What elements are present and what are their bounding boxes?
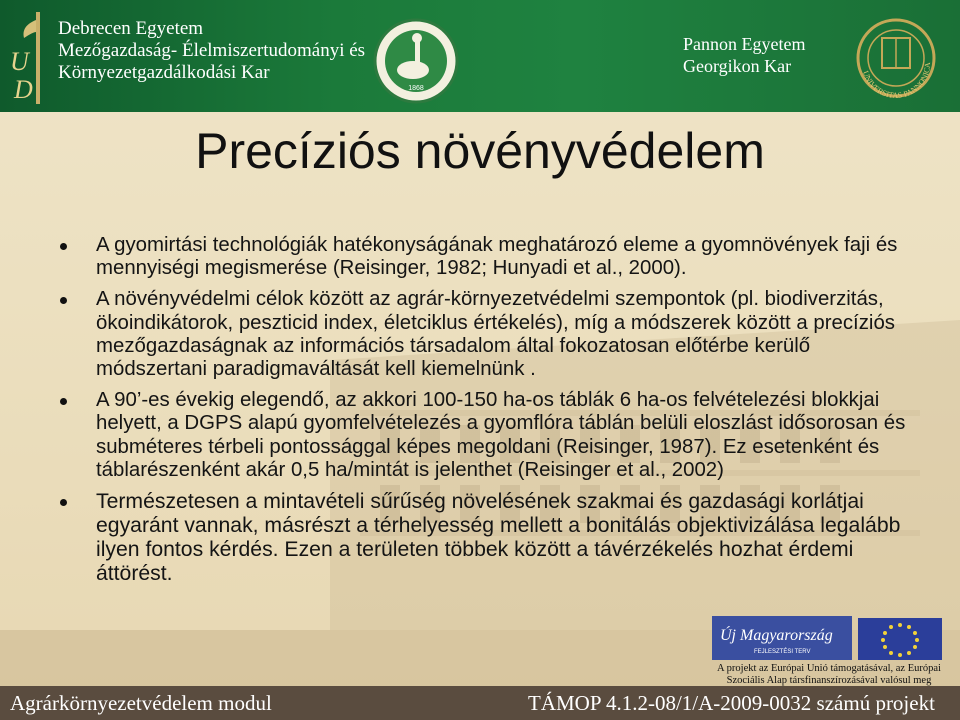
- eu-funding-logos: [712, 616, 944, 662]
- header-left-line-3: Környezetgazdálkodási Kar: [58, 62, 270, 83]
- eu-funding-note: A projekt az Európai Unió támogatásával, az Európai Szociális Alap társfinanszírozásával valósul meg: [717, 663, 941, 686]
- svg-text:D: D: [14, 75, 33, 104]
- bullet-list: [60, 234, 910, 594]
- bullet-item: [60, 234, 910, 280]
- bullet-dot: [60, 499, 67, 506]
- bullet-text: Természetesen a mintavételi sűrűség növelésének szakmai és gazdasági korlátjai egyaránt vannak, másrészt a térhelyesség mellett a bonitálás objektivizálása legalább ilyen fontos kérdés. Ezen a területen többek között a távérzékelés hozhat érdemi áttörést.: [96, 490, 901, 586]
- footer-bar: [0, 686, 960, 720]
- bullet-dot: [60, 243, 67, 250]
- footer-module-name: Agrárkörnyezetvédelem modul: [10, 691, 272, 715]
- pannon-faculty-name: [683, 33, 805, 77]
- header-right-line-2: Georgikon Kar: [683, 56, 792, 76]
- slide-title: Precíziós növényvédelem: [195, 123, 765, 179]
- seal-year: 1868: [408, 85, 424, 92]
- bullet-text: A 90’-es évekig elegendő, az akkori 100-150 ha-os táblák 6 ha-os felvételezési blokkjai helyett, a DGPS alapú gyomfelvételezés a gyomflóra táblán belüli eloszlást idősorosan és subméteres térbeli pontossággal képes megoldani (Reisinger, 1987). Ez esetenként és táblarészenként akár 0,5 ha/mintát is jelenthet (Reisinger et al., 2002): [96, 389, 906, 481]
- footer-project-id: TÁMOP 4.1.2-08/1/A-2009-0032 számú projekt: [528, 691, 935, 715]
- bullet-text: A gyomirtási technológiák hatékonyságának meghatározó eleme a gyomnövények faji és mennyiségi megismerése (Reisinger, 1982; Hunyadi et al., 2000).: [96, 234, 898, 280]
- header-right-line-1: Pannon Egyetem: [683, 34, 806, 54]
- header-left-line-2: Mezőgazdaság- Élelmiszertudományi és: [58, 40, 366, 61]
- bullet-item: [60, 490, 910, 586]
- bullet-item: [60, 288, 910, 381]
- bullet-item: [60, 389, 910, 482]
- debrecen-faculty-name: [58, 18, 365, 84]
- bullet-dot: [60, 398, 67, 405]
- fejlesztesi-terv-text: FEJLESZTÉSI TERV: [754, 649, 811, 655]
- pannon-university-seal-logo: [848, 16, 944, 100]
- pannon-seal-text: UNIVERSITAS PANNONICA: [860, 62, 933, 100]
- header-left-line-1: Debrecen Egyetem: [58, 18, 204, 39]
- bullet-text: A növényvédelmi célok között az agrár-környezetvédelmi szempontok (pl. biodiverzitás, ökoindikátorok, peszticid index, életciklus értékelés), míg a módszerek között a precíziós mezőgazdaságnak az információs társadalom által fokozatosan előtérbe kerülő módszertani paradigmaváltását kell kiemelnünk .: [96, 288, 895, 381]
- university-debrecen-logo: [6, 10, 50, 106]
- bullet-dot: [60, 297, 67, 304]
- eu-flag-icon: [858, 618, 942, 660]
- svg-text:U: U: [10, 47, 29, 76]
- header-banner: [0, 0, 960, 112]
- faculty-seal-logo: [373, 18, 459, 104]
- uj-magyarorszag-logo-text: Új Magyarország: [720, 627, 833, 644]
